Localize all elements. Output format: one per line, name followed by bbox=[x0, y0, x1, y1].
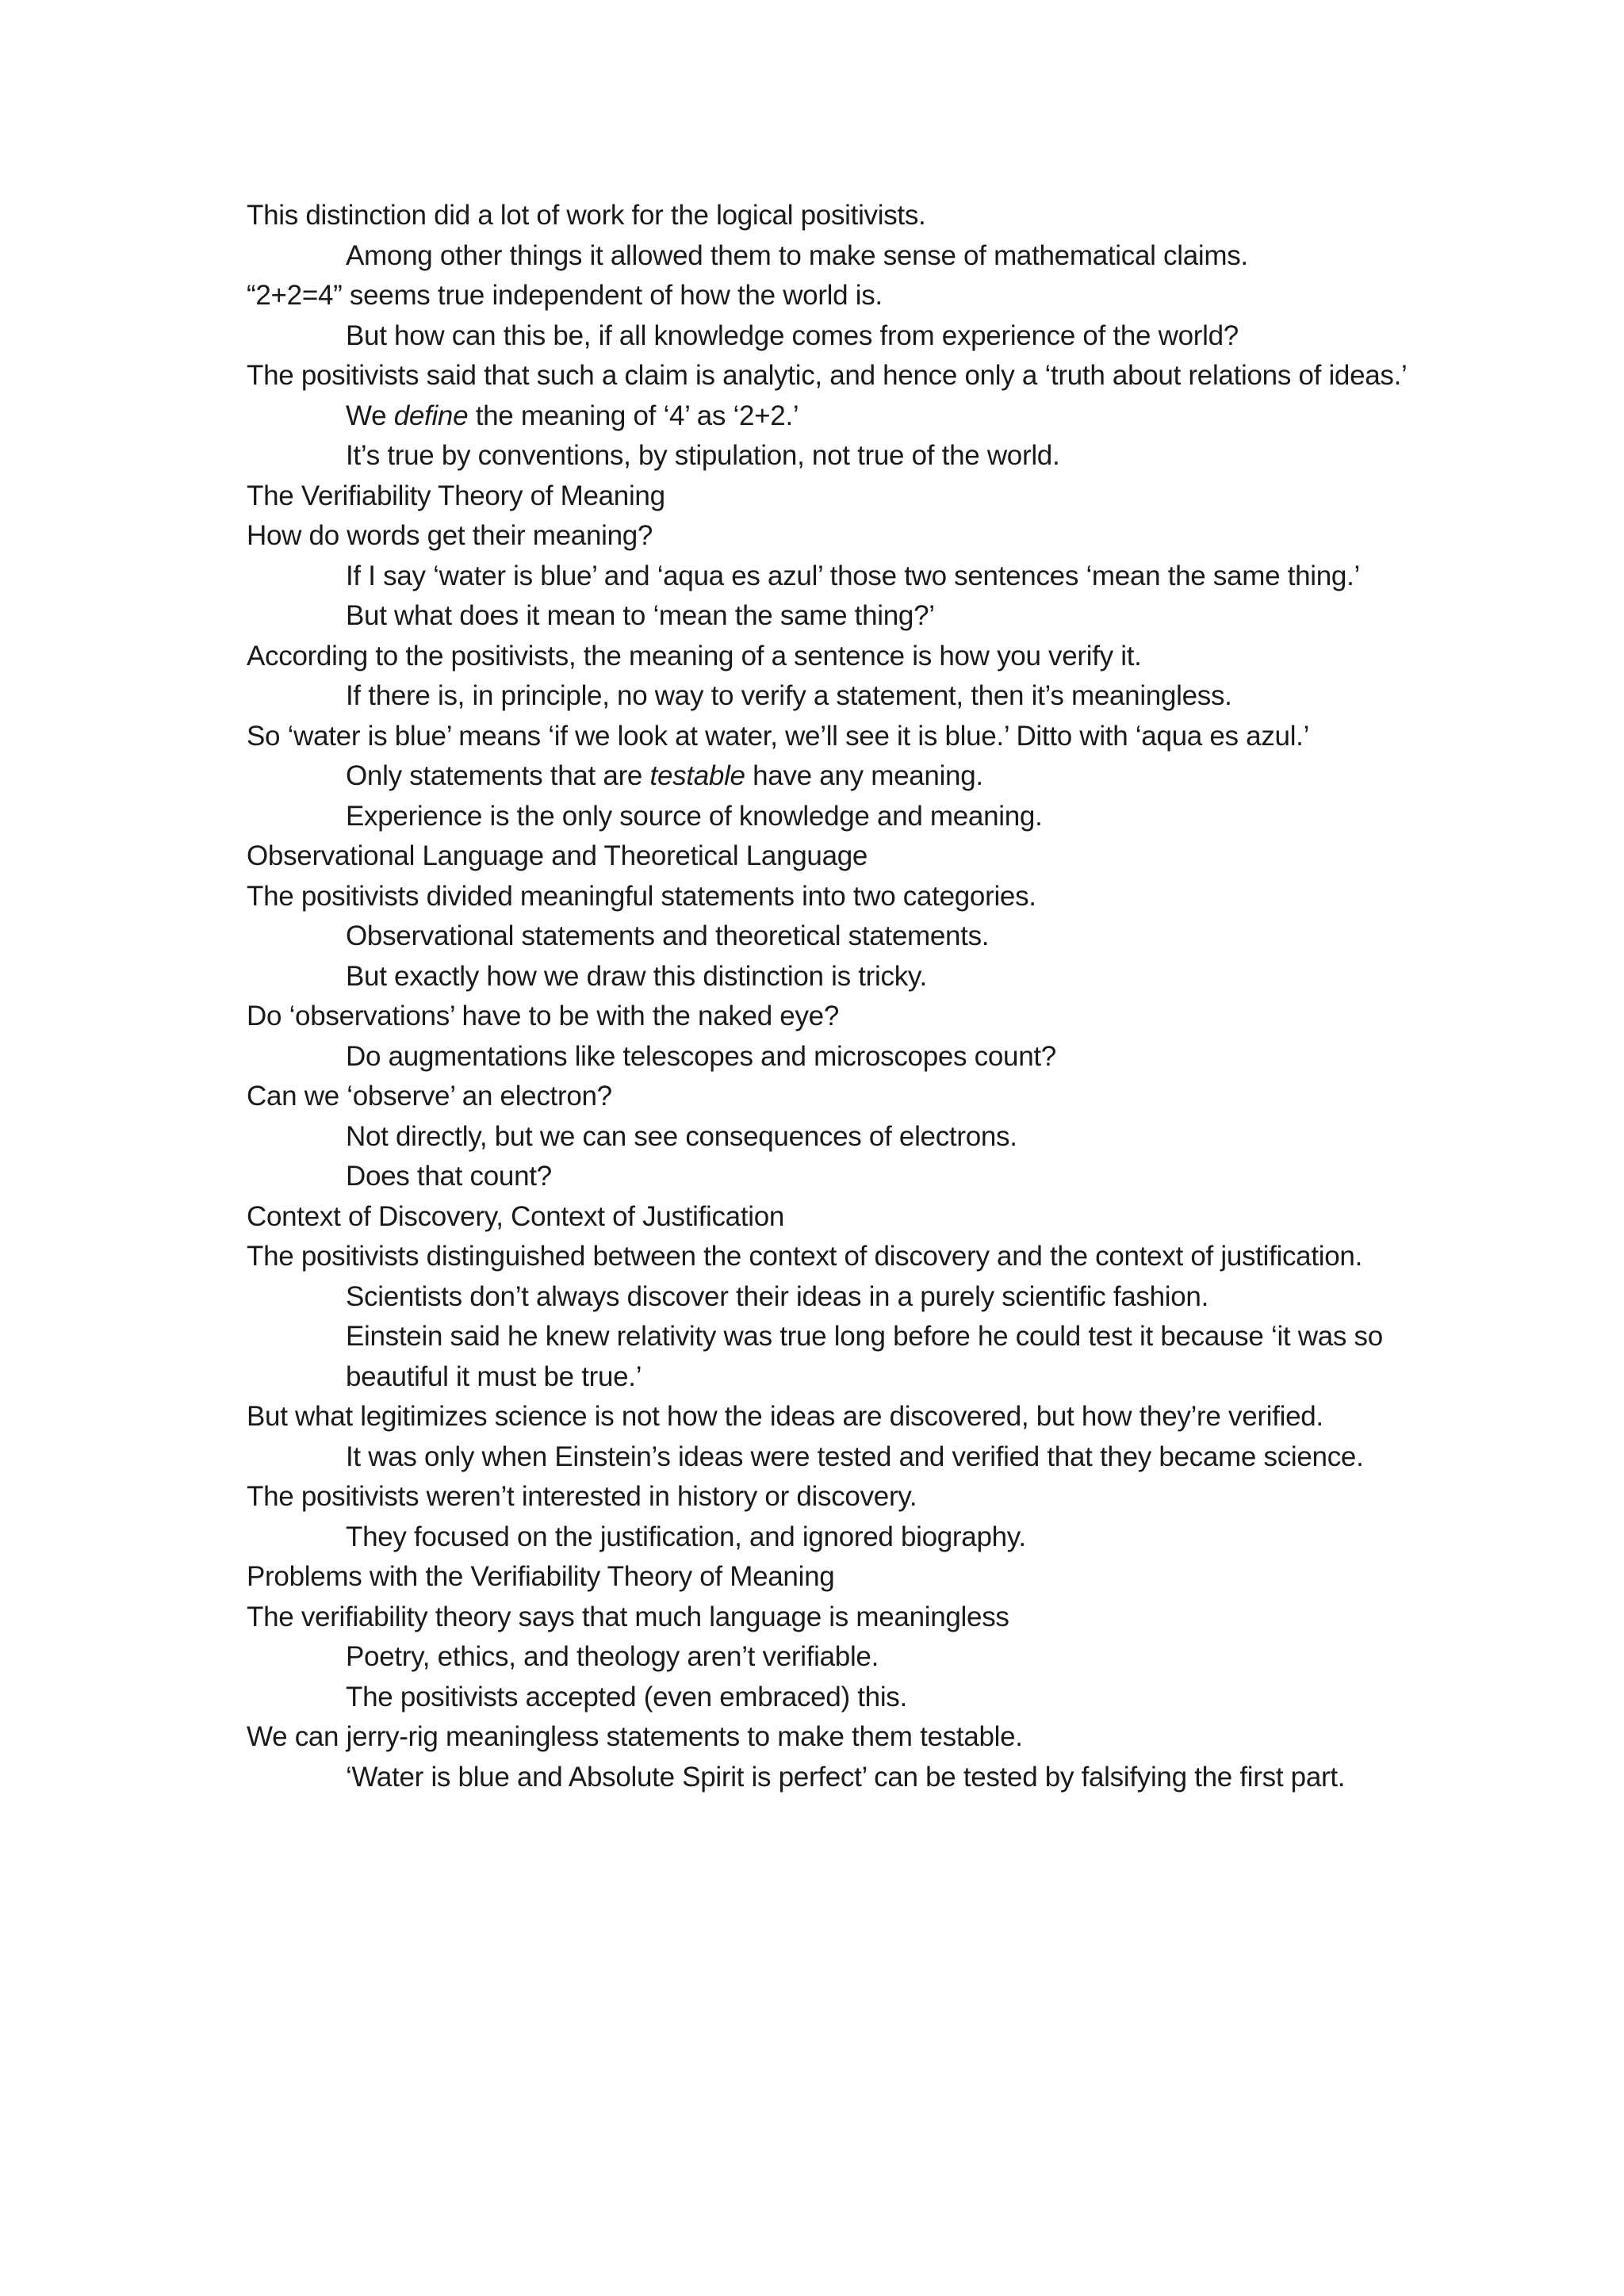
text-segment: Context of Discovery, Context of Justification bbox=[247, 1200, 785, 1232]
text-segment: The Verifiability Theory of Meaning bbox=[247, 480, 665, 511]
text-line bbox=[247, 1237, 1420, 1277]
text-segment: the meaning of ‘4’ as ‘2+2.’ bbox=[468, 400, 799, 431]
text-line bbox=[247, 1197, 1420, 1238]
text-segment: How do words get their meaning? bbox=[247, 520, 653, 551]
text-segment: ‘Water is blue and Absolute Spirit is perfect’ can be tested by falsifying the first part. bbox=[346, 1761, 1346, 1793]
text-line bbox=[247, 356, 1420, 396]
indented-line bbox=[247, 596, 1420, 637]
text-segment: If I say ‘water is blue’ and ‘aqua es azul’ those two sentences ‘mean the same thing.’ bbox=[346, 560, 1360, 591]
text-segment: It’s true by conventions, by stipulation, not true of the world. bbox=[346, 440, 1060, 471]
text-line bbox=[247, 1598, 1420, 1638]
text-segment: Do ‘observations’ have to be with the naked eye? bbox=[247, 1001, 840, 1031]
text-segment: It was only when Einstein’s ideas were tested and verified that they became science. bbox=[346, 1441, 1364, 1472]
text-segment: Among other things it allowed them to make sense of mathematical claims. bbox=[346, 239, 1248, 271]
italic-text: testable bbox=[649, 760, 745, 791]
text-line bbox=[247, 717, 1420, 757]
indented-line bbox=[247, 1117, 1420, 1158]
text-segment: Can we ‘observe’ an electron? bbox=[247, 1081, 612, 1112]
text-segment: They focused on the justification, and ignored biography. bbox=[346, 1521, 1026, 1552]
text-segment: We bbox=[346, 400, 394, 431]
indented-line bbox=[247, 797, 1420, 837]
indented-line bbox=[247, 1157, 1420, 1197]
text-segment: This distinction did a lot of work for the logical positivists. bbox=[247, 200, 926, 231]
text-segment: Only statements that are bbox=[346, 760, 650, 791]
text-segment: Poetry, ethics, and theology aren’t verifiable. bbox=[346, 1641, 879, 1672]
text-segment: Do augmentations like telescopes and microscopes count? bbox=[346, 1040, 1056, 1072]
indented-line bbox=[247, 676, 1420, 717]
indented-line bbox=[247, 1037, 1420, 1077]
text-segment: If there is, in principle, no way to verify a statement, then it’s meaningless. bbox=[346, 680, 1232, 711]
text-line bbox=[247, 1477, 1420, 1517]
indented-line bbox=[247, 316, 1420, 357]
text-segment: But exactly how we draw this distinction is tricky. bbox=[346, 960, 927, 992]
text-segment: Scientists don’t always discover their ideas in a purely scientific fashion. bbox=[346, 1280, 1209, 1312]
text-segment: But what does it mean to ‘mean the same thing?’ bbox=[346, 600, 935, 631]
indented-line bbox=[247, 1277, 1420, 1318]
text-line bbox=[247, 276, 1420, 316]
text-segment: The positivists accepted (even embraced) this. bbox=[346, 1681, 907, 1712]
text-segment: But how can this be, if all knowledge comes from experience of the world? bbox=[346, 320, 1239, 351]
text-segment: Does that count? bbox=[346, 1161, 552, 1192]
text-segment: The positivists weren’t interested in history or discovery. bbox=[247, 1481, 917, 1512]
indented-line bbox=[247, 916, 1420, 957]
indented-line bbox=[247, 1317, 1420, 1397]
text-segment: Not directly, but we can see consequences of electrons. bbox=[346, 1120, 1017, 1152]
indented-line bbox=[247, 957, 1420, 997]
indented-line bbox=[247, 1517, 1420, 1558]
text-line bbox=[247, 476, 1420, 517]
text-segment: So ‘water is blue’ means ‘if we look at water, we’ll see it is blue.’ Ditto with ‘aqua es azul.’ bbox=[247, 720, 1310, 752]
indented-line bbox=[247, 1678, 1420, 1718]
text-line bbox=[247, 196, 1420, 236]
text-segment: Observational Language and Theoretical Language bbox=[247, 840, 868, 871]
indented-line bbox=[247, 396, 1420, 437]
italic-text: define bbox=[393, 400, 469, 431]
text-line bbox=[247, 1717, 1420, 1758]
text-segment: Einstein said he knew relativity was true long before he could test it because ‘it was so beautiful it must be true.’ bbox=[346, 1321, 1383, 1392]
text-line bbox=[247, 877, 1420, 917]
text-segment: We can jerry-rig meaningless statements to make them testable. bbox=[247, 1721, 1023, 1752]
text-line bbox=[247, 1397, 1420, 1437]
indented-line bbox=[247, 756, 1420, 797]
text-segment: But what legitimizes science is not how the ideas are discovered, but how they’re verified. bbox=[247, 1401, 1323, 1432]
text-segment: have any meaning. bbox=[745, 760, 983, 791]
text-segment: Observational statements and theoretical statements. bbox=[346, 920, 990, 951]
text-segment: “2+2=4” seems true independent of how the world is. bbox=[247, 280, 883, 311]
indented-line bbox=[247, 557, 1420, 597]
indented-line bbox=[247, 436, 1420, 476]
text-segment: The positivists distinguished between the context of discovery and the context of justification. bbox=[247, 1241, 1363, 1272]
indented-line bbox=[247, 1437, 1420, 1478]
indented-line bbox=[247, 1758, 1420, 1798]
text-line bbox=[247, 516, 1420, 557]
text-line bbox=[247, 997, 1420, 1037]
indented-line bbox=[247, 236, 1420, 277]
text-segment: The positivists said that such a claim is analytic, and hence only a ‘truth about relations of ideas.’ bbox=[247, 360, 1408, 391]
text-line bbox=[247, 1077, 1420, 1117]
text-segment: According to the positivists, the meaning of a sentence is how you verify it. bbox=[247, 640, 1142, 672]
text-line bbox=[247, 836, 1420, 877]
text-segment: Experience is the only source of knowledge and meaning. bbox=[346, 800, 1043, 832]
document-body bbox=[247, 196, 1420, 1797]
text-line bbox=[247, 1557, 1420, 1598]
text-segment: Problems with the Verifiability Theory of Meaning bbox=[247, 1561, 835, 1592]
text-segment: The positivists divided meaningful statements into two categories. bbox=[247, 880, 1036, 912]
indented-line bbox=[247, 1637, 1420, 1678]
text-segment: The verifiability theory says that much language is meaningless bbox=[247, 1601, 1009, 1632]
text-line bbox=[247, 637, 1420, 677]
